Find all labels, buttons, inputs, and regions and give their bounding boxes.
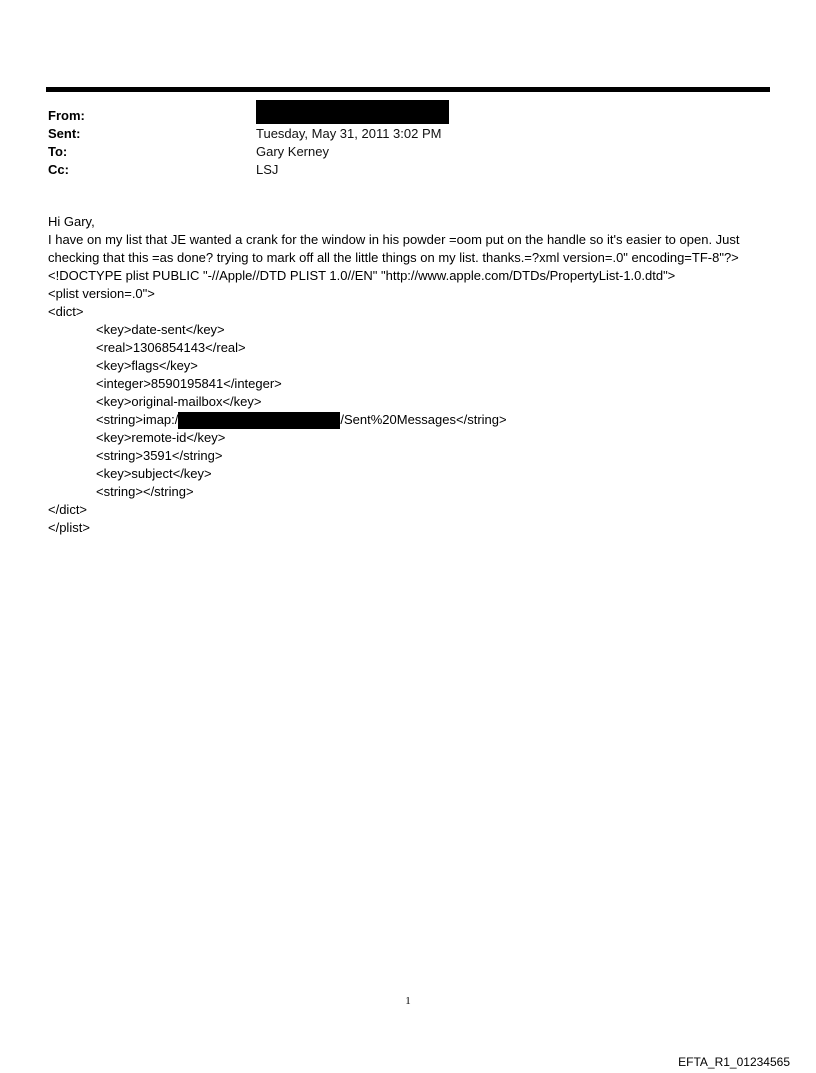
cc-value: LSJ bbox=[256, 162, 279, 177]
imap-prefix: <string>imap:/ bbox=[96, 412, 179, 427]
from-row bbox=[48, 107, 449, 125]
key-original-mailbox-line: <key>original-mailbox</key> bbox=[96, 394, 262, 409]
to-row bbox=[48, 143, 449, 161]
sent-value: Tuesday, May 31, 2011 3:02 PM bbox=[256, 126, 442, 141]
document-id: EFTA_R1_01234565 bbox=[678, 1055, 790, 1069]
key-flags-line: <key>flags</key> bbox=[96, 358, 198, 373]
greeting: Hi Gary, bbox=[48, 214, 95, 229]
plist-close-line: </plist> bbox=[48, 520, 90, 535]
integer-value-line: <integer>8590195841</integer> bbox=[96, 376, 282, 391]
email-header bbox=[48, 107, 449, 179]
string-empty-line: <string></string> bbox=[96, 484, 194, 499]
key-subject-line: <key>subject</key> bbox=[96, 466, 212, 481]
header-divider bbox=[46, 87, 770, 92]
to-label: To: bbox=[48, 144, 68, 159]
string-remote-id-line: <string>3591</string> bbox=[96, 448, 223, 463]
email-body bbox=[48, 213, 778, 537]
real-value-line: <real>1306854143</real> bbox=[96, 340, 246, 355]
page-number: 1 bbox=[405, 995, 411, 1007]
dict-close-line: </dict> bbox=[48, 502, 88, 517]
to-value: Gary Kerney bbox=[256, 144, 329, 159]
sent-label: Sent: bbox=[48, 126, 81, 141]
from-label: From: bbox=[48, 108, 85, 123]
key-date-sent-line: <key>date-sent</key> bbox=[96, 322, 225, 337]
dict-open-line: <dict> bbox=[48, 304, 84, 319]
message-paragraph: I have on my list that JE wanted a crank for the window in his powder =oom put on the handle so it's easier to open. Just checking that this =as done? trying to mark off all the little things on my list. thanks.=?xml version=.0" encoding=TF-8"?> bbox=[48, 232, 740, 265]
cc-label: Cc: bbox=[48, 162, 69, 177]
doctype-line: <!DOCTYPE plist PUBLIC "-//Apple//DTD PLIST 1.0//EN" "http://www.apple.com/DTDs/PropertyList-1.0.dtd"> bbox=[48, 268, 676, 283]
from-redaction bbox=[256, 100, 449, 124]
imap-redaction bbox=[178, 412, 340, 429]
imap-suffix: /Sent%20Messages</string> bbox=[340, 412, 507, 427]
sent-row bbox=[48, 125, 449, 143]
cc-row bbox=[48, 161, 449, 179]
string-imap-line bbox=[48, 411, 778, 429]
key-remote-id-line: <key>remote-id</key> bbox=[96, 430, 226, 445]
plist-open-line: <plist version=.0"> bbox=[48, 286, 155, 301]
